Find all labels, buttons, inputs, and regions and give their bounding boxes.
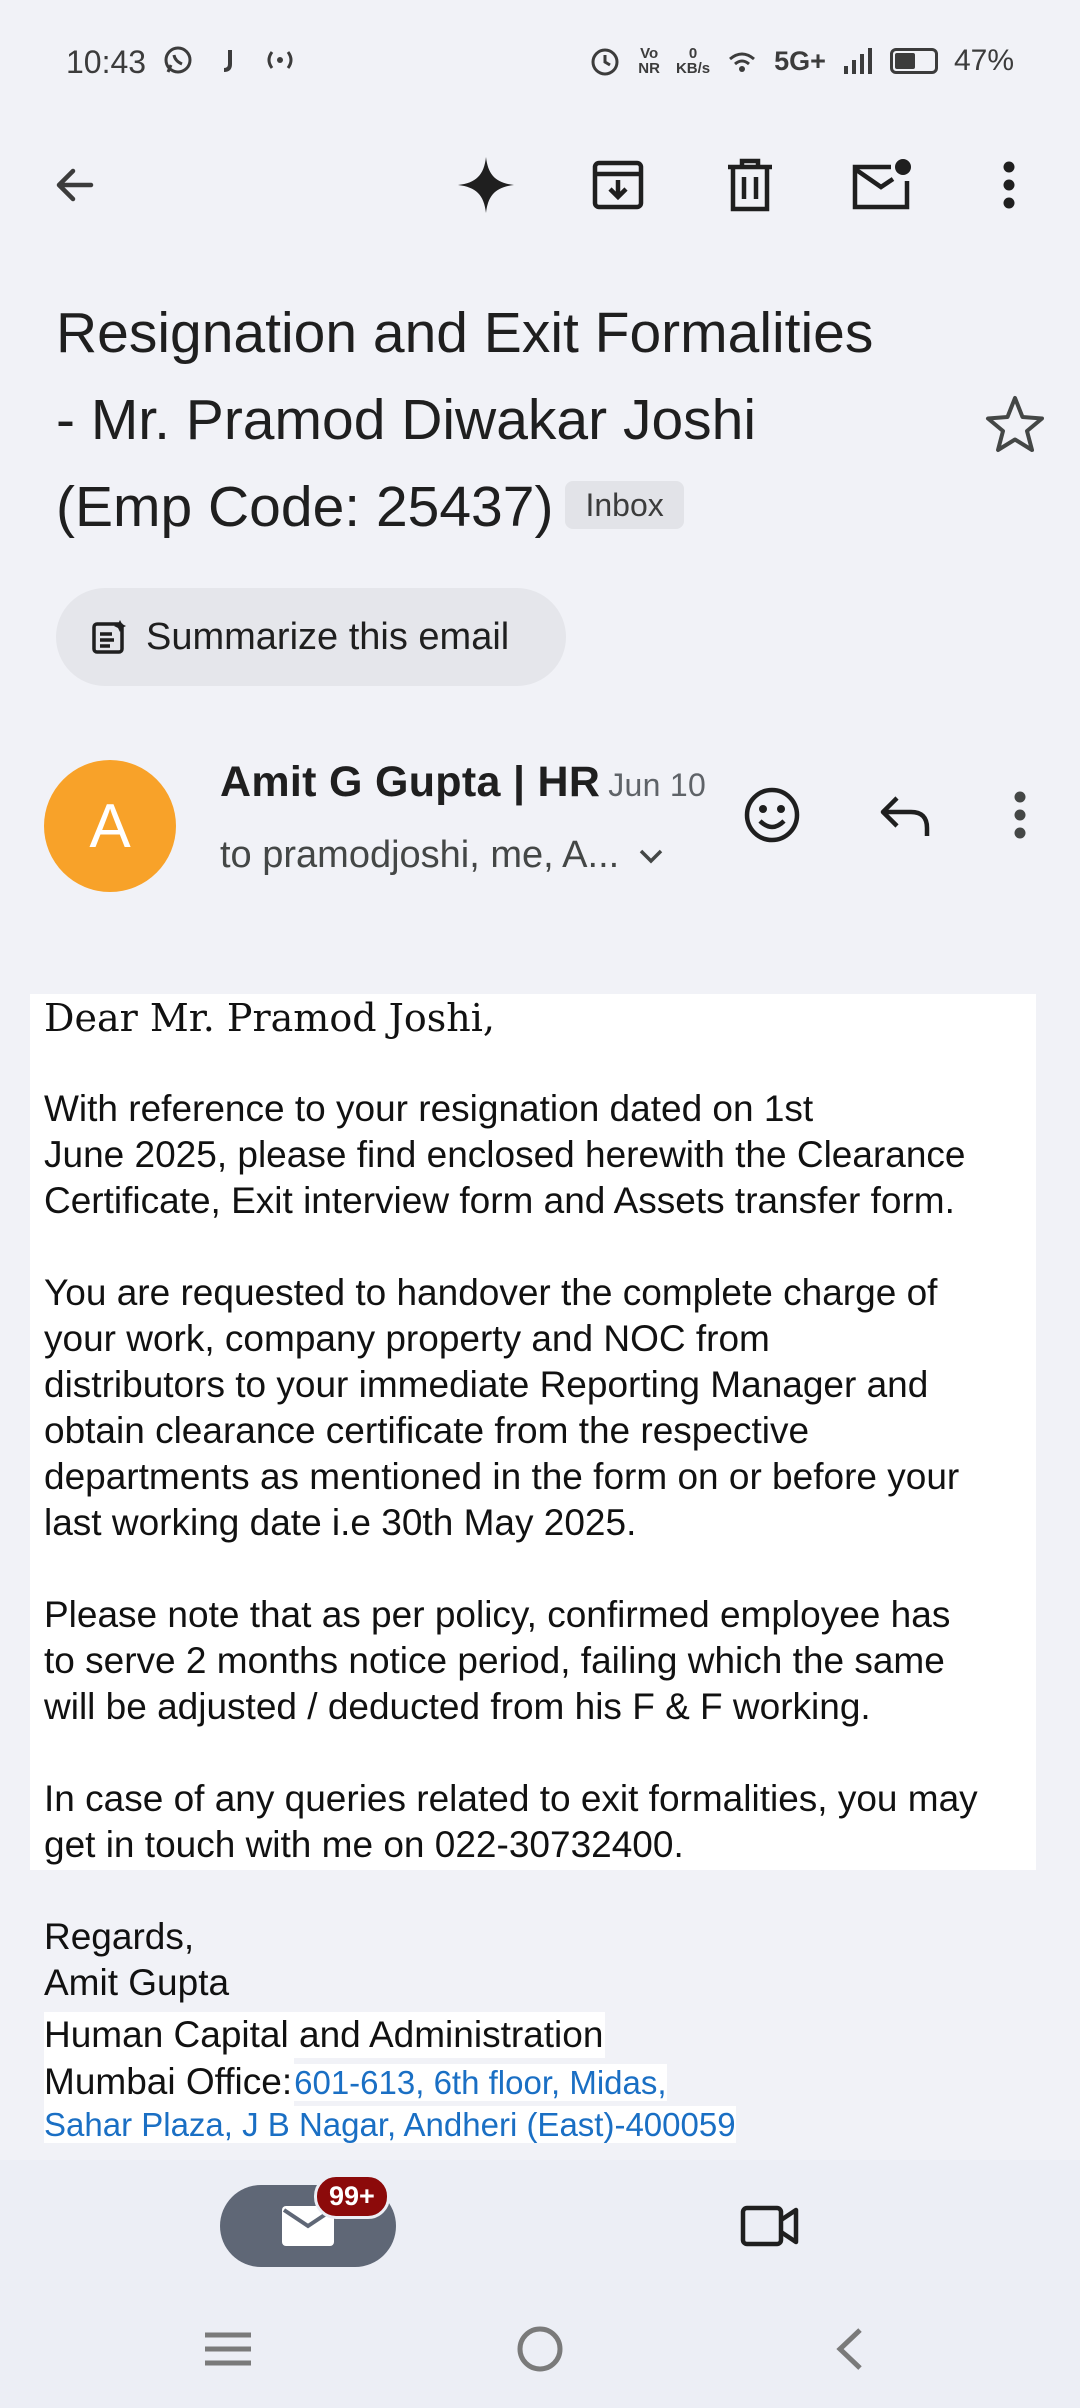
recipients-toggle[interactable] (220, 834, 665, 877)
unread-badge: 99+ (314, 2174, 390, 2219)
gemini-button[interactable] (441, 140, 531, 230)
volte-text: Vo (640, 45, 659, 62)
nr-text: NR (638, 60, 660, 77)
more-vert-icon (1012, 789, 1028, 841)
back-arrow-icon (51, 161, 99, 209)
archive-icon (590, 157, 646, 213)
signature-office (44, 2058, 736, 2107)
whatsapp-icon (162, 44, 194, 76)
para3-line: to serve 2 months notice period, failing which the same (44, 1640, 945, 1681)
avatar-initial: A (89, 791, 131, 861)
wifi-icon (726, 45, 758, 77)
message-more-button[interactable] (975, 770, 1065, 860)
para3-line: will be adjusted / deducted from his F & F working. (44, 1686, 871, 1727)
reply-button[interactable] (860, 770, 950, 860)
system-nav-bar (0, 2290, 1080, 2408)
battery-percent: 47% (953, 44, 1014, 77)
regards: Regards, (44, 1916, 195, 1957)
more-vert-icon (1001, 159, 1017, 211)
recipients-text: to pramodjoshi, me, A... (220, 834, 620, 876)
chevron-down-icon (637, 846, 665, 866)
subject-line-2: - Mr. Pramod Diwakar Joshi (56, 388, 757, 452)
mark-unread-icon (851, 157, 913, 213)
paragraph-4 (44, 1776, 1034, 1868)
net-speed (676, 46, 710, 76)
video-camera-icon (740, 2204, 800, 2248)
summarize-email-button[interactable] (56, 588, 566, 686)
star-button[interactable] (980, 390, 1050, 460)
sender-info[interactable] (220, 758, 706, 807)
home-circle-icon (515, 2324, 565, 2374)
email-signature (44, 1914, 736, 2142)
para2-line: You are requested to handover the complete charge of (44, 1272, 938, 1313)
delete-button[interactable] (705, 140, 795, 230)
signature-name: Amit Gupta (44, 1962, 230, 2003)
sender-avatar[interactable] (44, 760, 176, 892)
bottom-nav (0, 2160, 1080, 2290)
archive-button[interactable] (573, 140, 663, 230)
para2-line: last working date i.e 30th May 2025. (44, 1502, 637, 1543)
summarize-label: Summarize this email (146, 615, 510, 658)
email-subject (56, 290, 976, 551)
email-toolbar (0, 140, 1080, 230)
para2-line: obtain clearance certificate from the respective (44, 1410, 810, 1451)
status-time: 10:43 (66, 44, 147, 80)
para3-line: Please note that as per policy, confirmed employee has (44, 1594, 951, 1635)
mark-unread-button[interactable] (837, 140, 927, 230)
gemini-sparkle-icon (456, 155, 516, 215)
jio-icon (216, 44, 240, 76)
add-reaction-button[interactable] (727, 770, 817, 860)
battery-icon (890, 48, 938, 74)
office-label: Mumbai Office: (44, 2058, 294, 2106)
hotspot-icon (262, 44, 298, 76)
para4-line: In case of any queries related to exit formalities, you may (44, 1778, 978, 1819)
inbox-label[interactable]: Inbox (565, 481, 683, 529)
address-link-line-1[interactable]: 601-613, 6th floor, Midas, (294, 2064, 667, 2101)
subject-line-3: (Emp Code: 25437) (56, 475, 554, 539)
back-button[interactable] (30, 140, 120, 230)
more-options-button[interactable] (964, 140, 1054, 230)
paragraph-3 (44, 1592, 1034, 1730)
para1-line: With reference to your resignation dated on 1st (44, 1088, 814, 1129)
subject-line-1: Resignation and Exit Formalities (56, 301, 874, 365)
reply-icon (877, 792, 933, 838)
notification-icons (162, 44, 298, 76)
paragraph-1 (44, 1086, 1034, 1224)
para2-line: your work, company property and NOC from (44, 1318, 770, 1359)
address-link-line-2[interactable]: Sahar Plaza, J B Nagar, Andheri (East)-400059 (44, 2106, 736, 2143)
menu-icon (203, 2329, 253, 2369)
system-back-button[interactable] (810, 2314, 890, 2384)
summarize-icon (90, 618, 128, 656)
email-date: Jun 10 (608, 767, 707, 803)
net-speed-unit: KB/s (675, 60, 711, 77)
emoji-icon (742, 785, 802, 845)
subject-line-3-wrap (56, 464, 976, 551)
para1-line: June 2025, please find enclosed herewith the Clearance (44, 1134, 966, 1175)
sender-name: Amit G Gupta | HR (220, 758, 601, 806)
trash-icon (724, 157, 776, 213)
net-speed-value: 0 (688, 45, 698, 62)
para1-line: Certificate, Exit interview form and Assets transfer form. (44, 1180, 955, 1221)
star-icon (980, 390, 1050, 460)
paragraph-2 (44, 1270, 1034, 1546)
chevron-left-icon (832, 2326, 868, 2372)
email-body (44, 994, 1034, 1868)
meet-tab[interactable] (725, 2185, 815, 2267)
para2-line: distributors to your immediate Reporting Manager and (44, 1364, 929, 1405)
para4-line: get in touch with me on 022-30732400. (44, 1824, 684, 1865)
greeting: Dear Mr. Pramod Joshi, (44, 996, 495, 1040)
para2-line: departments as mentioned in the form on or before your (44, 1456, 960, 1497)
network-type: 5G+ (774, 45, 826, 76)
signature-department: Human Capital and Administration (44, 2012, 605, 2058)
recents-button[interactable] (188, 2314, 268, 2384)
alarm-icon (588, 44, 622, 78)
home-button[interactable] (500, 2314, 580, 2384)
status-right (588, 44, 1014, 78)
signal-icon (842, 46, 874, 76)
volte-indicator (638, 46, 660, 76)
status-bar (0, 0, 1080, 130)
